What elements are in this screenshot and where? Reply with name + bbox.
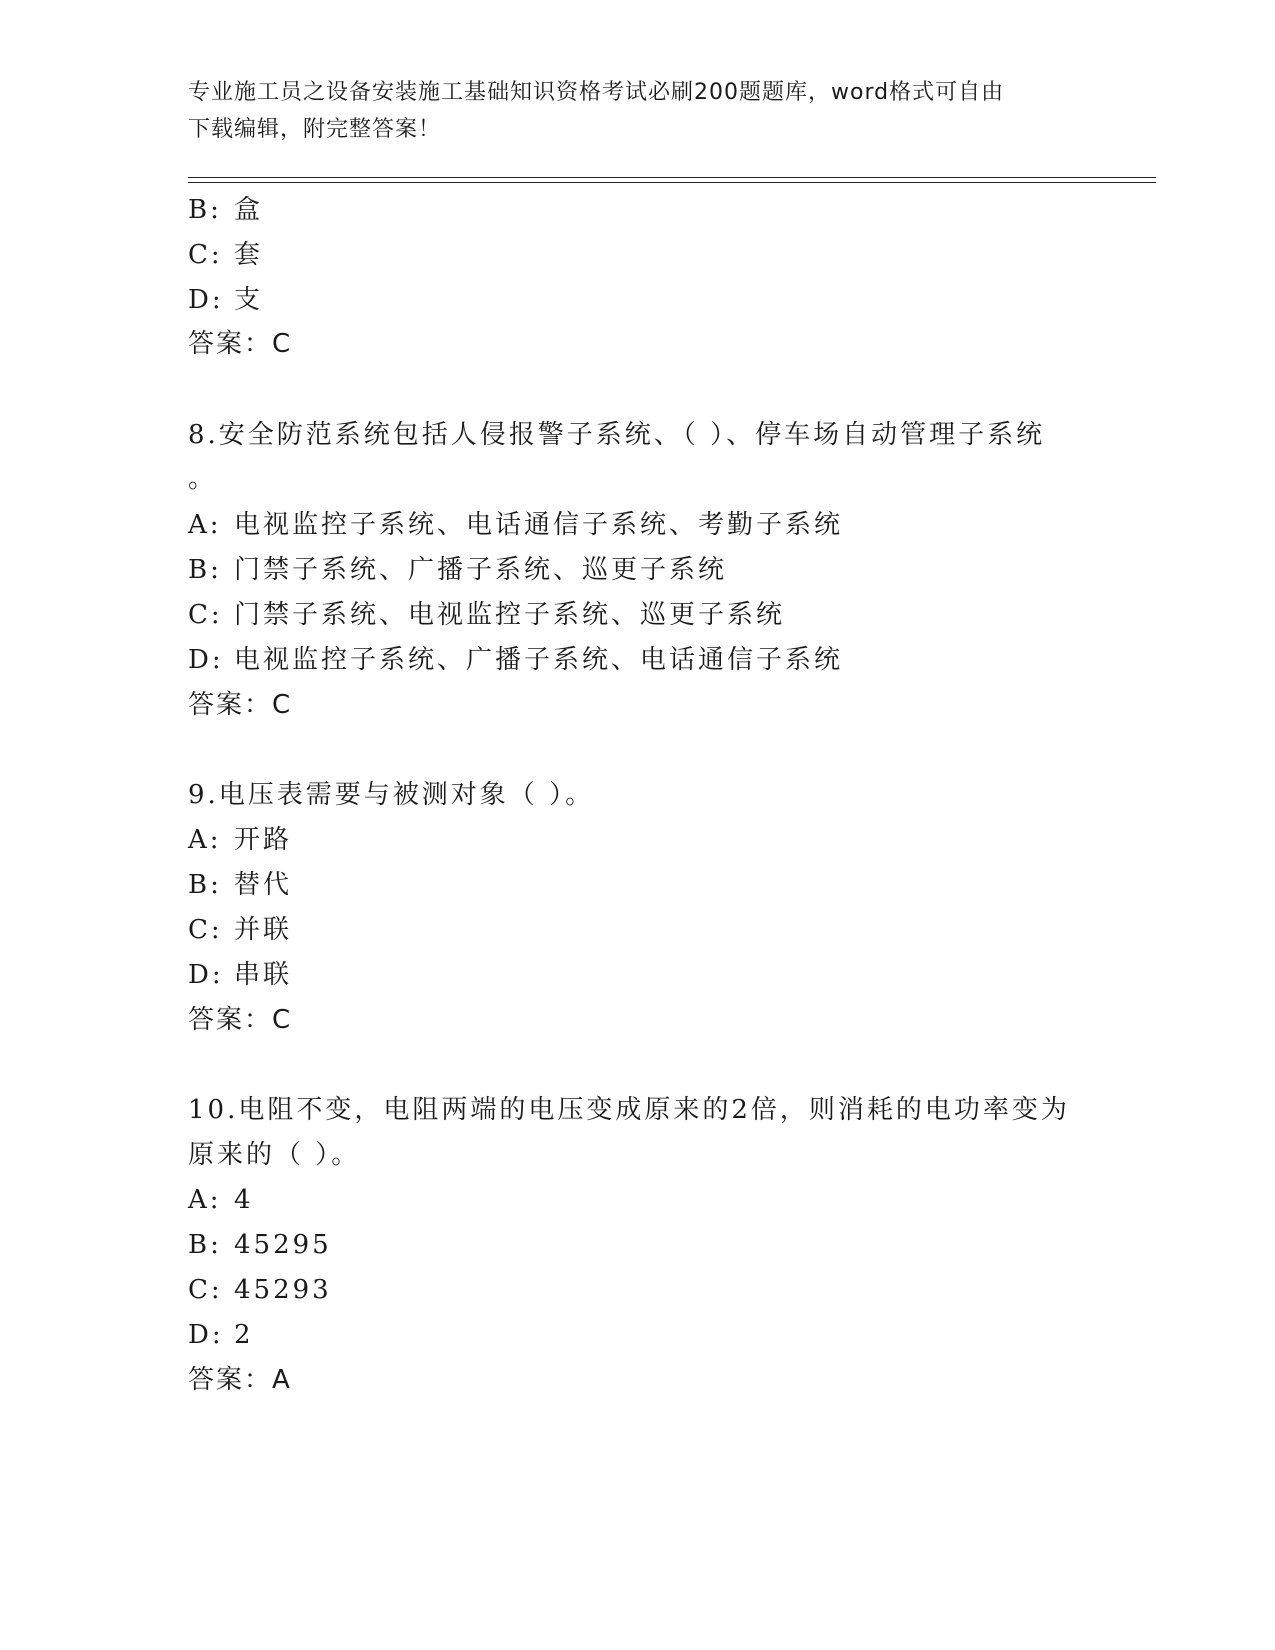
option-text: 支 (234, 285, 264, 315)
answer-line: 答案：C (188, 690, 293, 720)
header-title-line-1: 专业施工员之设备安装施工基础知识资格考试必刷200题题库，word格式可自由 (188, 80, 1005, 105)
question-9-stem: 9.电压表需要与被测对象（ ）。 (188, 780, 595, 810)
option-label: B: (188, 195, 222, 225)
option-text: 45295 (234, 1230, 332, 1260)
question-8-stem: 8.安全防范系统包括人侵报警子系统、（ ）、停车场自动管理子系统 (188, 420, 1046, 450)
option-d (188, 1318, 254, 1352)
option-label: B: (188, 1230, 222, 1260)
option-c (188, 238, 263, 272)
option-b (188, 1228, 332, 1262)
option-label: A: (188, 1185, 222, 1215)
question-10-stem: 10.电阻不变，电阻两端的电压变成原来的2倍，则消耗的电功率变为 (188, 1095, 1070, 1125)
option-text: 盒 (234, 195, 264, 225)
question-8-stem-continued: 。 (188, 464, 218, 494)
option-text: 电视监控子系统、电话通信子系统、考勤子系统 (234, 510, 844, 540)
option-b (188, 553, 727, 587)
answer-line: 答案：C (188, 1005, 293, 1035)
option-label: D: (188, 645, 224, 675)
option-a (188, 1183, 254, 1217)
option-text: 4 (234, 1185, 254, 1215)
option-label: B: (188, 870, 222, 900)
header-divider-bottom (188, 182, 1156, 183)
option-a (188, 508, 843, 542)
option-text: 门禁子系统、广播子系统、巡更子系统 (234, 555, 728, 585)
option-label: A: (188, 825, 222, 855)
option-label: A: (188, 510, 222, 540)
answer-line: 答案：A (188, 1365, 292, 1395)
option-label: D: (188, 1320, 224, 1350)
page-header (188, 74, 1068, 148)
option-label: C: (188, 1275, 223, 1305)
option-text: 45293 (234, 1275, 332, 1305)
option-label: C: (188, 915, 223, 945)
option-label: C: (188, 600, 223, 630)
option-c (188, 598, 785, 632)
option-text: 开路 (234, 825, 293, 855)
option-text: 电视监控子系统、广播子系统、电话通信子系统 (234, 645, 844, 675)
option-label: B: (188, 555, 222, 585)
question-10-stem-continued: 原来的（ ）。 (188, 1140, 361, 1170)
option-text: 套 (234, 240, 264, 270)
option-label: D: (188, 285, 224, 315)
option-d (188, 283, 263, 317)
option-label: C: (188, 240, 223, 270)
option-a (188, 823, 292, 857)
option-text: 并联 (234, 915, 293, 945)
option-b (188, 868, 292, 902)
header-title-line-2: 下载编辑，附完整答案！ (188, 117, 442, 142)
header-divider-top (188, 177, 1156, 178)
option-label: D: (188, 960, 224, 990)
option-d (188, 958, 292, 992)
option-d (188, 643, 843, 677)
option-b (188, 193, 263, 227)
option-c (188, 1273, 332, 1307)
option-text: 替代 (234, 870, 293, 900)
option-text: 门禁子系统、电视监控子系统、巡更子系统 (234, 600, 786, 630)
option-c (188, 913, 292, 947)
option-text: 串联 (234, 960, 293, 990)
answer-line: 答案：C (188, 329, 293, 359)
option-text: 2 (234, 1320, 254, 1350)
